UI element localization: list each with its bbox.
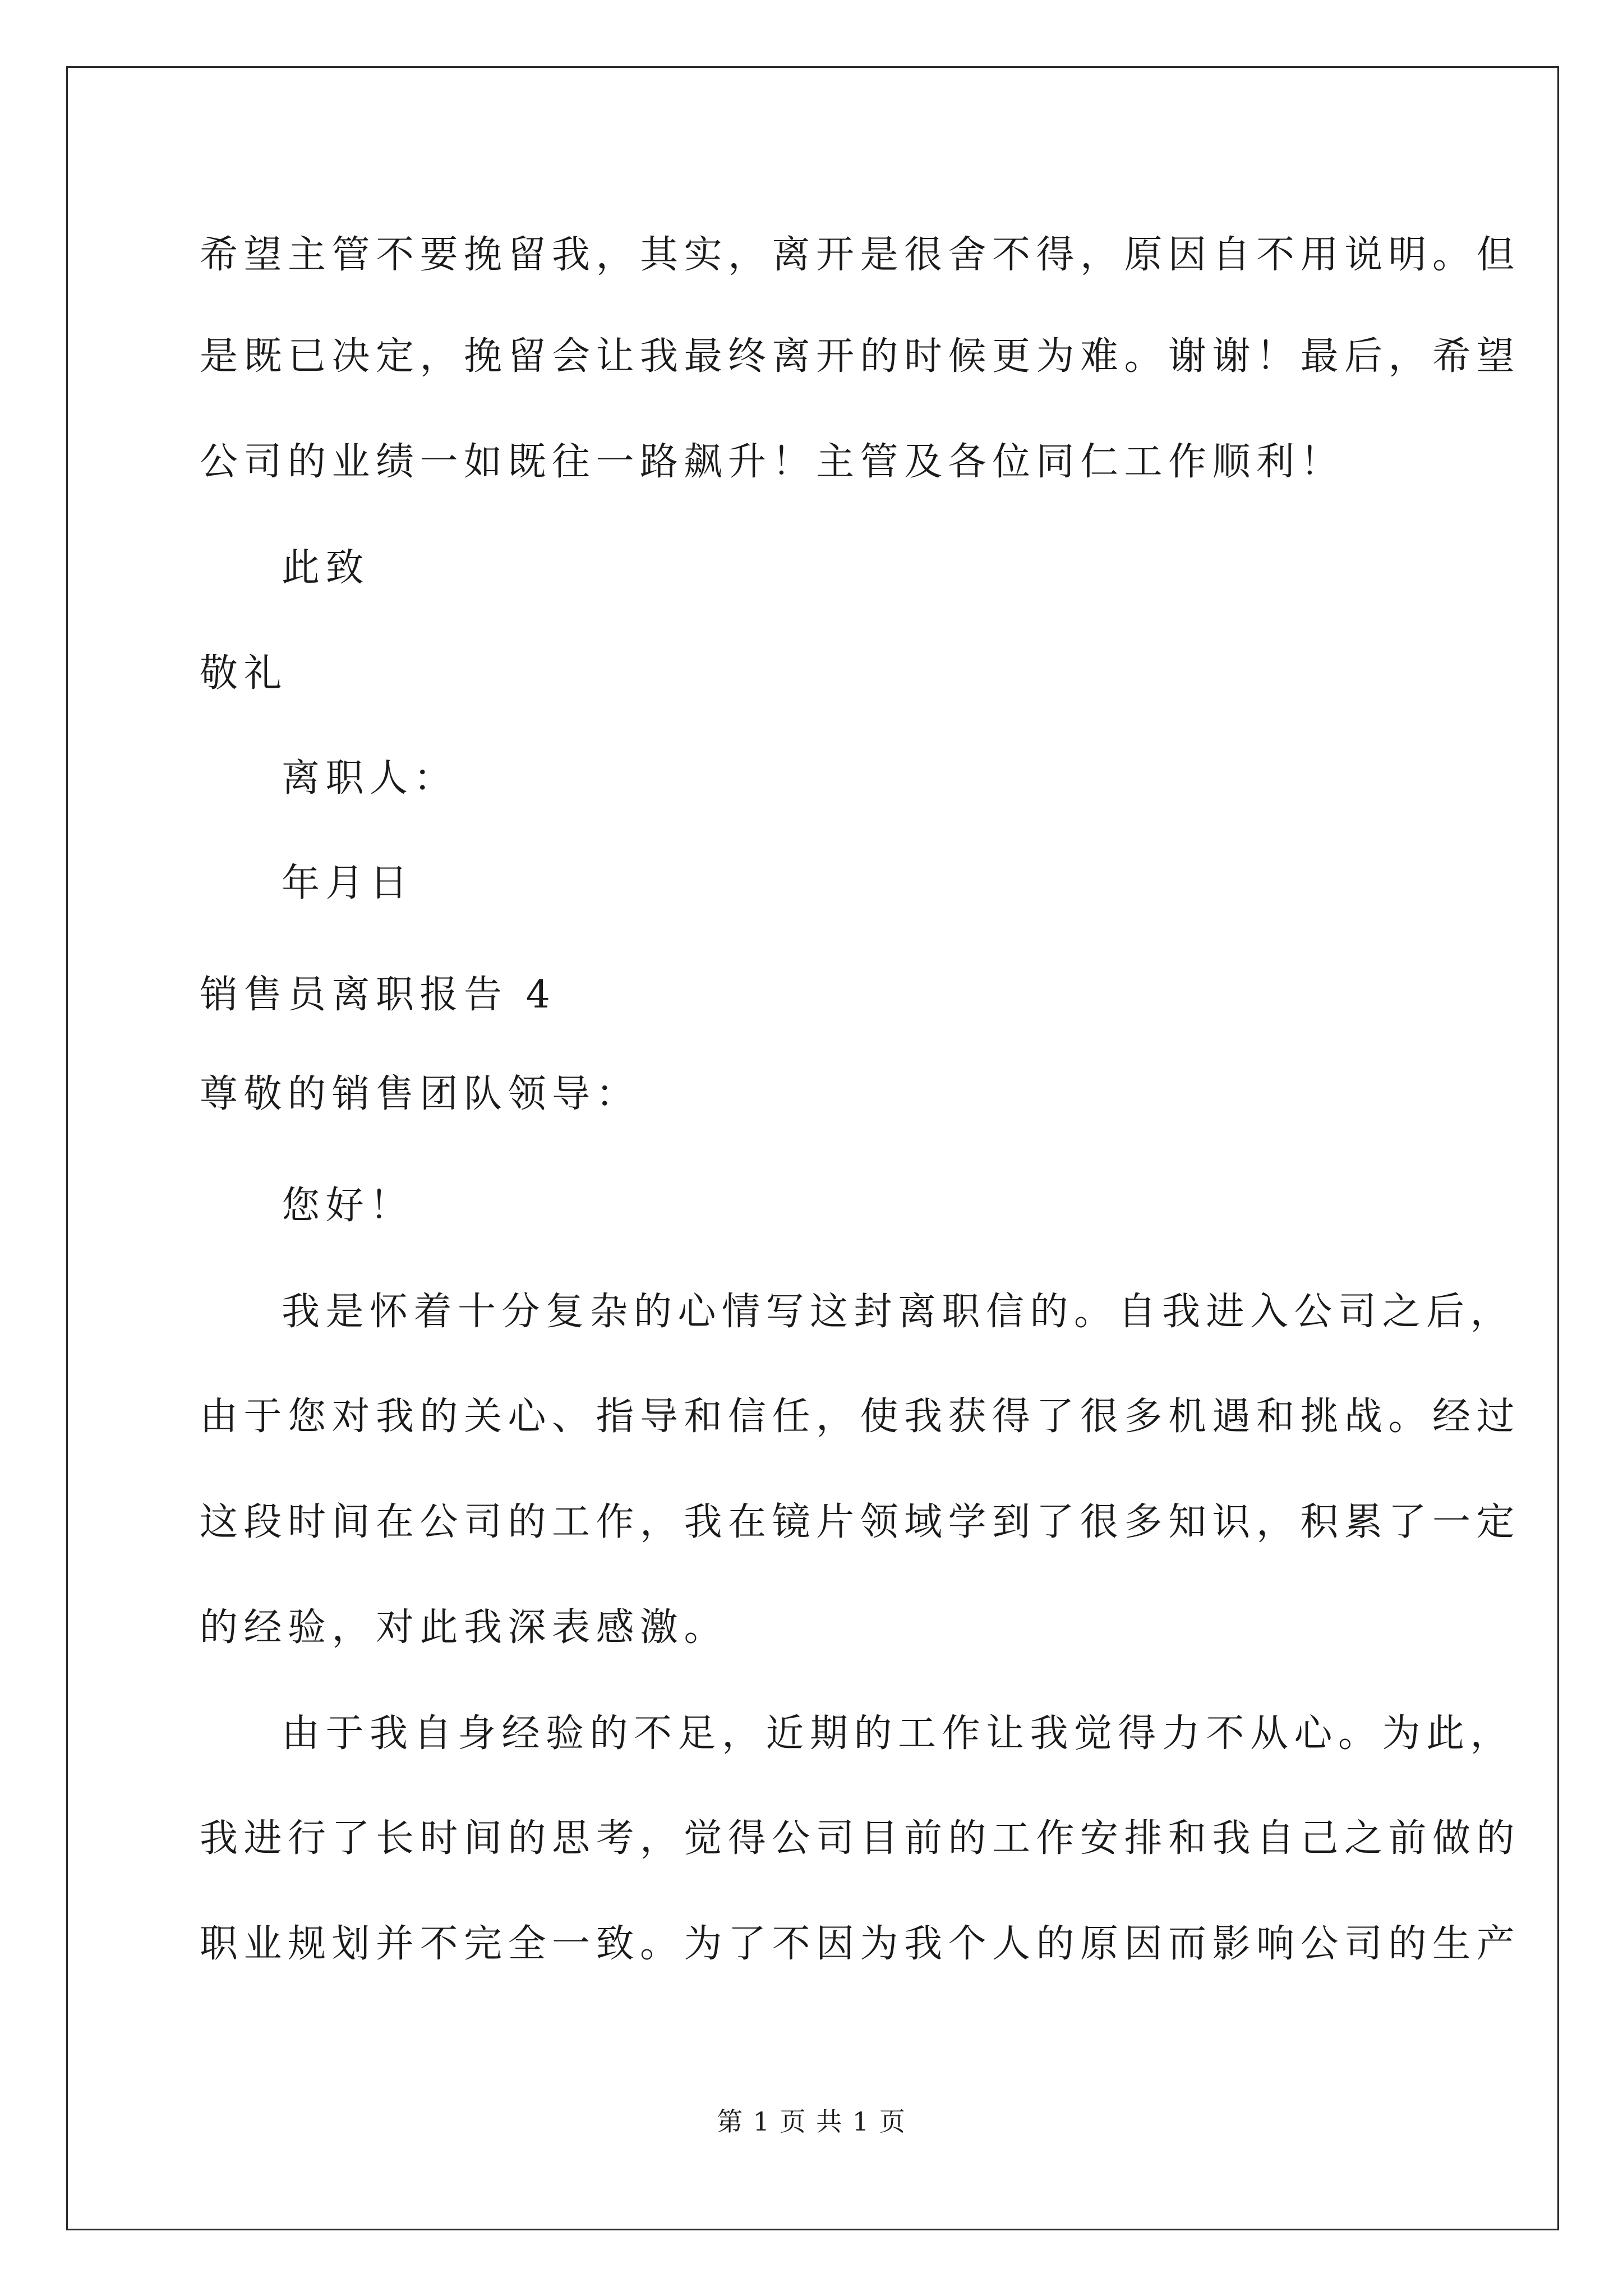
greeting: 您好！ — [282, 1184, 414, 1228]
body-line: 职业规划并不完全一致。为了不因为我个人的原因而影响公司的生产 — [200, 1922, 1521, 1966]
body-line: 我是怀着十分复杂的心情写这封离职信的。自我进入公司之后， — [282, 1290, 1515, 1334]
body-line: 由于我自身经验的不足，近期的工作让我觉得力不从心。为此， — [282, 1711, 1515, 1756]
salutation: 敬礼 — [200, 651, 288, 696]
date-label: 年月日 — [282, 861, 414, 905]
body-line: 的经验，对此我深表感激。 — [200, 1605, 728, 1650]
body-line: 由于您对我的关心、指导和信任，使我获得了很多机遇和挑战。经过 — [200, 1395, 1521, 1439]
body-line: 这段时间在公司的工作，我在镜片领域学到了很多知识，积累了一定 — [200, 1500, 1521, 1544]
page-footer: 第 1 页 共 1 页 — [717, 2106, 906, 2137]
signature-label: 离职人： — [282, 756, 458, 800]
body-line: 是既已决定，挽留会让我最终离开的时候更为难。谢谢！最后，希望 — [200, 334, 1521, 379]
section-title: 销售员离职报告 4 — [200, 973, 556, 1017]
closing-phrase: 此致 — [282, 546, 370, 590]
greeting-recipient: 尊敬的销售团队领导： — [200, 1072, 640, 1116]
page-border — [66, 66, 1559, 2230]
body-line: 希望主管不要挽留我，其实，离开是很舍不得，原因自不用说明。但 — [200, 233, 1521, 277]
body-line: 我进行了长时间的思考，觉得公司目前的工作安排和我自己之前做的 — [200, 1816, 1521, 1861]
body-line: 公司的业绩一如既往一路飙升！主管及各位同仁工作顺利！ — [200, 440, 1345, 484]
